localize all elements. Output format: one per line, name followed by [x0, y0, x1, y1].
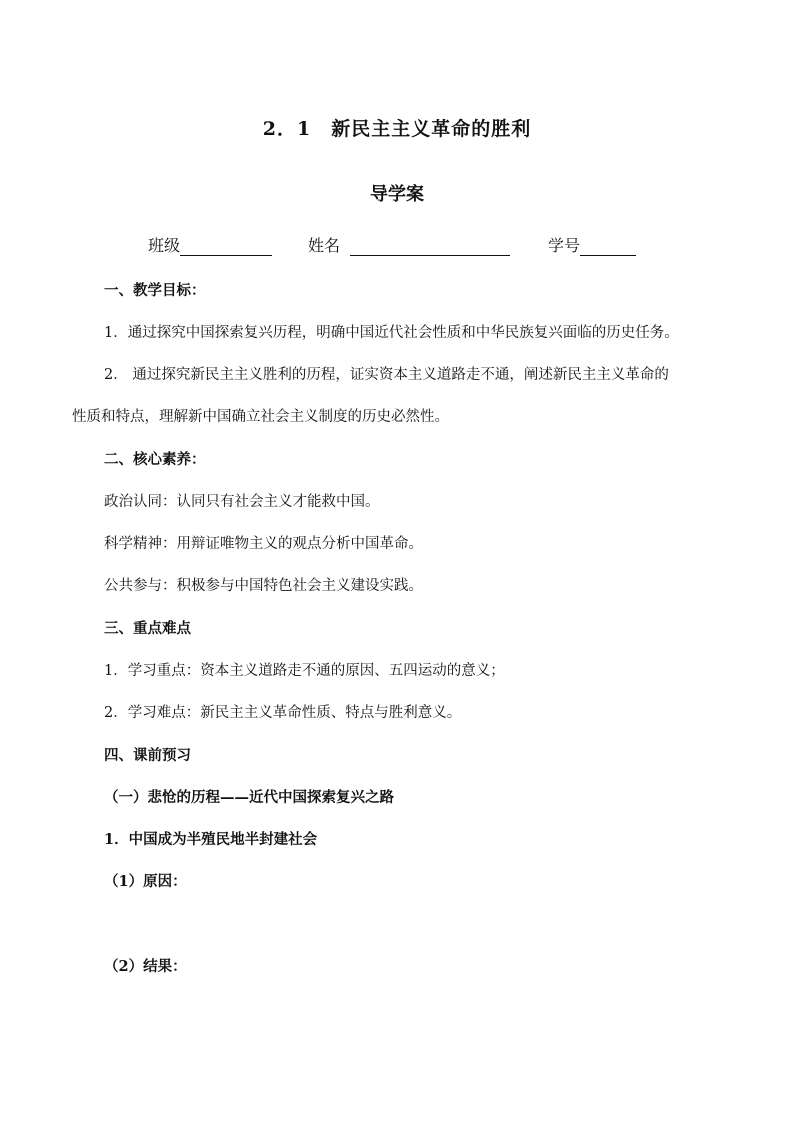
- class-label: 班级: [148, 236, 181, 255]
- keypoints-heading: 三、重点难点: [104, 620, 191, 637]
- objective-item-2: 2． 通过探究新民主主义胜利的历程，证实资本主义道路走不通，阐述新民主主义革命的: [104, 367, 669, 383]
- result-label: （2）结果：: [104, 958, 187, 975]
- class-blank[interactable]: [180, 237, 272, 256]
- page-title: 2．1 新民主主义革命的胜利: [262, 118, 532, 140]
- keypoint-item-2: 2．学习难点：新民主主义革命性质、特点与胜利意义。: [104, 705, 462, 721]
- student-id-blank[interactable]: [580, 237, 636, 256]
- name-blank[interactable]: [350, 237, 510, 256]
- student-id-field[interactable]: [548, 233, 636, 256]
- literacy-heading: 二、核心素养：: [104, 451, 206, 468]
- literacy-item-science: 科学精神：用辩证唯物主义的观点分析中国革命。: [104, 536, 423, 552]
- literacy-item-public: 公共参与：积极参与中国特色社会主义建设实践。: [104, 578, 423, 594]
- objective-item-2-cont: 性质和特点，理解新中国确立社会主义制度的历史必然性。: [72, 409, 449, 425]
- class-field[interactable]: [148, 233, 272, 256]
- student-id-label: 学号: [548, 236, 581, 255]
- cause-label: （1）原因：: [104, 873, 187, 890]
- student-info-fields: [148, 233, 636, 256]
- page-subtitle: 导学案: [370, 184, 424, 205]
- preview-point-1: 1．中国成为半殖民地半封建社会: [104, 831, 318, 848]
- objective-item-1: 1．通过探究中国探索复兴历程，明确中国近代社会性质和中华民族复兴面临的历史任务。: [104, 325, 679, 341]
- name-label: 姓名: [308, 236, 341, 255]
- name-field[interactable]: [308, 233, 510, 256]
- keypoint-item-1: 1．学习重点：资本主义道路走不通的原因、五四运动的意义；: [104, 663, 505, 679]
- objectives-heading: 一、教学目标：: [104, 282, 206, 299]
- preview-heading: 四、课前预习: [104, 747, 191, 764]
- literacy-item-political: 政治认同：认同只有社会主义才能救中国。: [104, 494, 380, 510]
- preview-subheading-1: （一）悲怆的历程——近代中国探索复兴之路: [104, 789, 394, 806]
